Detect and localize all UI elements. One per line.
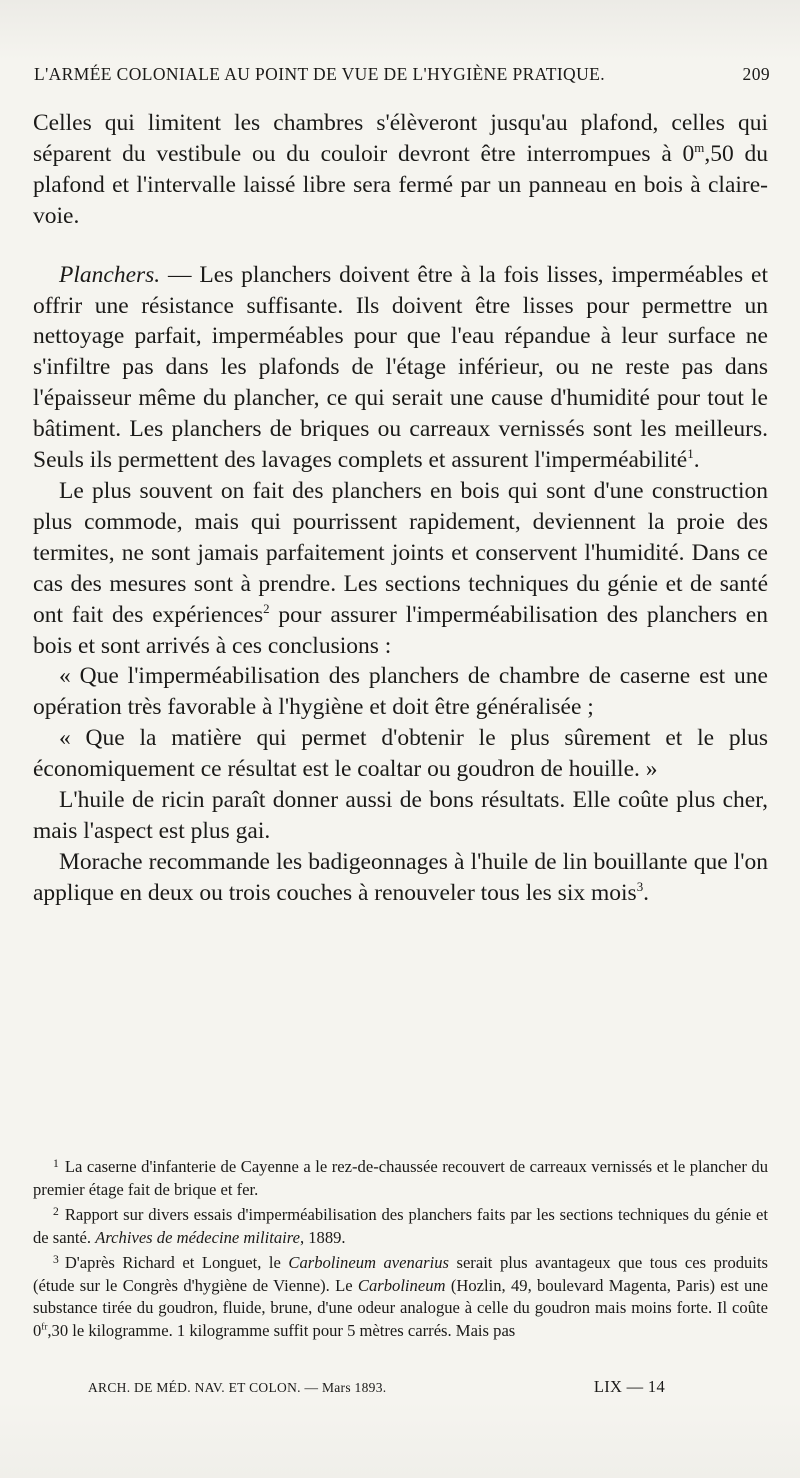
paragraph: Morache recommande les badigeonnages à l'huile de lin bouillante que l'on applique en deux ou trois couches à renouveler tous les six mois$^3$.: [33, 848, 768, 906]
footnote: $^3$ D'après Richard et Longuet, le Carbolineum avenarius serait plus avantageux que tous ces produits (étude sur le Congrès d'hygiène de Vienne). Le Carbolineum (Hozlin, 49, boulevard Magenta, Paris) est une substance tirée du goudron, fluide, brune, d'une odeur analogue à celle du goudron mais moins forte. Il coûte $0^{fr},30$ le kilogramme. 1 kilogramme suffit pour 5 mètres carrés. Mais pas: [33, 1253, 769, 1340]
paragraph-planchers: Planchers. — Les planchers doivent être à la fois lisses, imperméables et offrir une résistance suffisante. Ils doivent être lisses pour permettre un nettoyage parfait, imperméables pour que l'eau répandue à leur surface ne s'infiltre pas dans les plafonds de l'étage inférieur, ou ne reste pas dans l'épaisseur même du plancher, ce qui serait une cause d'humidité pour tout le bâtiment. Les planchers de briques ou carreaux vernissés sont les meilleurs. Seuls ils permettent des lavages complets et assurent l'imperméabilité$^1$.: [33, 261, 768, 474]
journal-imprint: ARCH. DE MÉD. NAV. ET COLON. — Mars 1893.: [88, 1380, 387, 1395]
paragraph: L'huile de ricin paraît donner aussi de bons résultats. Elle coûte plus cher, mais l'aspect est plus gai.: [33, 787, 768, 844]
paragraph: Celles qui limitent les chambres s'élèveront jusqu'au plafond, celles qui séparent du vestibule ou du couloir devront être interrompues à 0$^m$,50 du plafond et l'intervalle laissé libre sera fermé par un panneau en bois à claire-voie.: [33, 110, 769, 229]
running-header: [34, 64, 770, 85]
footnote: $^1$ La caserne d'infanterie de Cayenne a le rez-de-chaussée recouvert de carreaux vernissés et le plancher du premier étage fait de brique et fer.: [33, 1157, 768, 1199]
section-heading: Planchers.: [59, 261, 161, 288]
footnote-ref: 2: [263, 600, 270, 616]
quotation: « Que la matière qui permet d'obtenir le plus sûrement et le plus économiquement ce résultat est le coaltar ou goudron de houille. »: [33, 725, 768, 783]
footnotes: [33, 1153, 768, 1342]
page-footer: [88, 1377, 665, 1397]
footnote-ref: 1: [687, 446, 694, 462]
running-title: L'ARMÉE COLONIALE AU POINT DE VUE DE L'HYGIÈNE PRATIQUE.: [34, 64, 606, 84]
footnote-ref: 3: [636, 878, 644, 894]
main-text: [33, 108, 768, 909]
quotation: « Que l'imperméabilisation des planchers de chambre de caserne est une opération très favorable à l'hygiène et doit être généralisée ;: [33, 663, 768, 721]
footnote: $^2$ Rapport sur divers essais d'imperméabilisation des planchers faits par les sections techniques du génie et de santé. Archives de médecine militaire, 1889.: [33, 1205, 768, 1247]
signature-mark: LIX — 14: [593, 1377, 665, 1396]
page-number: 209: [742, 64, 770, 84]
paragraph: Le plus souvent on fait des planchers en bois qui sont d'une construction plus commode, mais qui pourrissent rapidement, deviennent la proie des termites, ne sont jamais parfaitement joints et conservent l'humidité. Dans ce cas des mesures sont à prendre. Les sections techniques du génie et de santé ont fait des expériences$^2$ pour assurer l'imperméabilisation des planchers en bois et sont arrivés à ces conclusions :: [33, 477, 768, 659]
